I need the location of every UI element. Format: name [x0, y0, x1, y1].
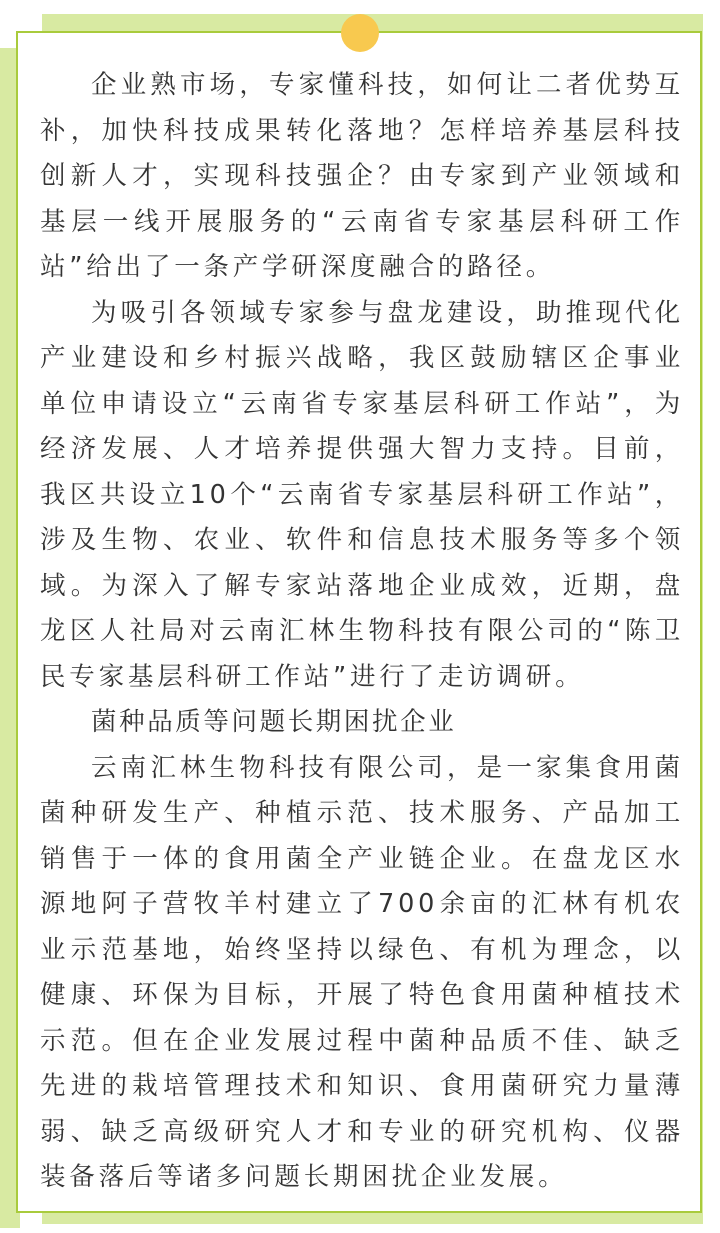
section-subheading: 菌种品质等问题长期困扰企业 — [91, 707, 457, 737]
paragraph-background: 为吸引各领域专家参与盘龙建设，助推现代化产业建设和乡村振兴战略，我区鼓励辖区企事业单位申请设立“云南省专家基层科研工作站”，为经济发展、人才培养提供强大智力支持。目前，我区共设立10个“云南省专家基层科研工作站”，涉及生物、农业、软件和信息技术服务等多个领域。为深入了解专家站落地企业成效，近期，盘龙区人社局对云南汇林生物科技有限公司的“陈卫民专家基层科研工作站”进行了走访调研。 — [40, 297, 684, 692]
paragraph-intro: 企业熟市场，专家懂科技，如何让二者优势互补，加快科技成果转化落地？怎样培养基层科技创新人才，实现科技强企？由专家到产业领域和基层一线开展服务的“云南省专家基层科研工作站”给出了一条产学研深度融合的路径。 — [40, 70, 684, 282]
pin-dot-icon — [341, 14, 379, 52]
article-body — [40, 63, 684, 1201]
paragraph-company: 云南汇林生物科技有限公司，是一家集食用菌菌种研发生产、种植示范、技术服务、产品加工销售于一体的食用菌全产业链企业。在盘龙区水源地阿子营牧羊村建立了700余亩的汇林有机农业示范基地，始终坚持以绿色、有机为理念，以健康、环保为目标，开展了特色食用菌种植技术示范。但在企业发展过程中菌种品质不佳、缺乏先进的栽培管理技术和知识、食用菌研究力量薄弱、缺乏高级研究人才和专业的研究机构、仪器装备落后等诸多问题长期困扰企业发展。 — [40, 752, 684, 1192]
